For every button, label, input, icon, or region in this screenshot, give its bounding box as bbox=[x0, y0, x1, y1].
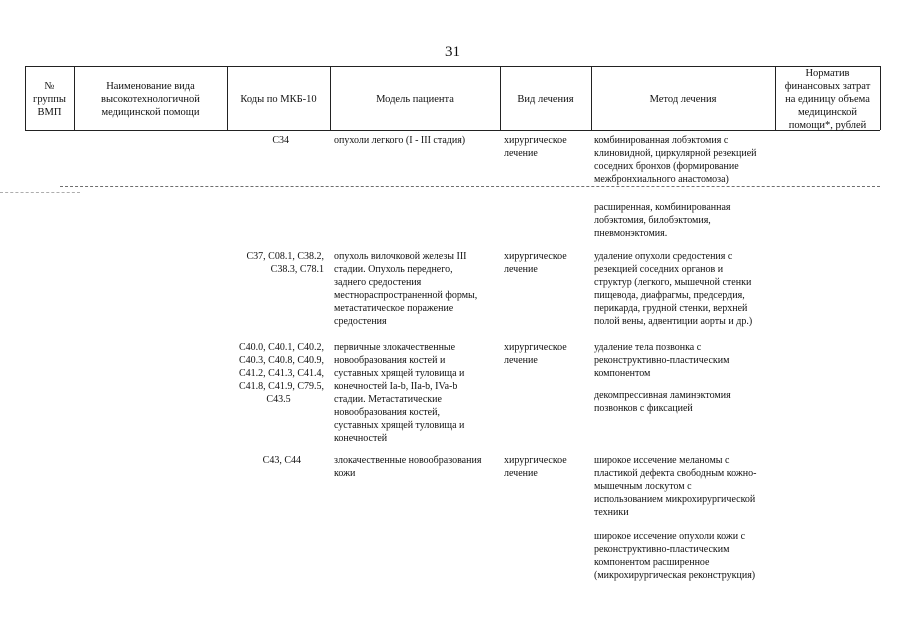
row-model: злокачественные новообразования кожи bbox=[334, 455, 482, 479]
row-method: широкое иссечение опухоли кожи с реконструктивно-пластическим компонентом расширенное (микрохирургическая реконструкция) bbox=[594, 531, 756, 581]
row-method: расширенная, комбинированная лобэктомия, билобэктомия, пневмонэктомия. bbox=[594, 202, 731, 239]
page-break-line bbox=[60, 186, 880, 187]
row-method: удаление опухоли средостения с резекцией соседних органов и структур (легкого, мышечной стенки пищевода, диафрагмы, предсердия, перикарда, грудной стенки, верхней полой вены, адвентиции аорты и др.) bbox=[594, 251, 753, 327]
row-codes: C37, C08.1, C38.2, C38.3, C78.1 bbox=[246, 251, 324, 275]
row-codes: C40.0, C40.1, C40.2, C40.3, C40.8, C40.9, C41.2, C41.3, C41.4, C41.8, C41.9, C79.5, bbox=[238, 342, 324, 392]
row-method: удаление тела позвонка с реконструктивно-пластическим компонентом bbox=[594, 342, 730, 379]
row-treatment-type: хирургическое лечение bbox=[504, 342, 567, 366]
header-method: Метод лечения bbox=[649, 94, 717, 105]
header-model: Модель пациента bbox=[376, 94, 454, 105]
row-method: широкое иссечение меланомы с пластикой дефекта свободным кожно- мышечным лоскутом с использованием микрохирургической техники bbox=[594, 455, 757, 518]
row-treatment-type: хирургическое лечение bbox=[504, 135, 567, 159]
row-model: первичные злокачественные новообразования костей и суставных хрящей туловища и конечностей Ia-b, IIa-b, IVa-b стадии. Метастатические новообразования костей, суставных хрящей туловища и конечностей bbox=[334, 342, 465, 444]
column-divider bbox=[880, 66, 881, 130]
row-model: опухоль вилочковой железы III стадии. Опухоль переднего, заднего средостения местнораспространенной формы, метастатическое поражение средостения bbox=[334, 251, 478, 327]
row-treatment-type: хирургическое лечение bbox=[504, 251, 567, 275]
header-top-rule bbox=[25, 66, 880, 67]
header-group: № группы ВМП bbox=[33, 81, 66, 118]
page-break-line bbox=[0, 192, 80, 193]
header-name: Наименование вида высокотехнологичной медицинской помощи bbox=[101, 81, 200, 118]
row-codes: C34 bbox=[272, 135, 289, 146]
row-codes-last: C43.5 bbox=[266, 394, 291, 405]
row-codes: C43, C44 bbox=[262, 455, 301, 466]
header-treatment-type: Вид лечения bbox=[517, 94, 574, 105]
header-norm: Норматив финансовых затрат на единицу объема медицинской помощи*, рублей bbox=[784, 68, 871, 131]
row-model: опухоли легкого (I - III стадия) bbox=[334, 135, 466, 146]
row-method: комбинированная лобэктомия с клиновидной, циркулярной резекцией соседних бронхов (формирование межбронхиального анастомоза) bbox=[594, 135, 757, 185]
row-treatment-type: хирургическое лечение bbox=[504, 455, 567, 479]
row-method: декомпрессивная ламинэктомия позвонков с фиксацией bbox=[594, 390, 731, 414]
header-codes: Коды по МКБ-10 bbox=[240, 94, 317, 105]
page-number: 31 bbox=[445, 44, 460, 60]
header-bottom-rule bbox=[25, 130, 880, 131]
